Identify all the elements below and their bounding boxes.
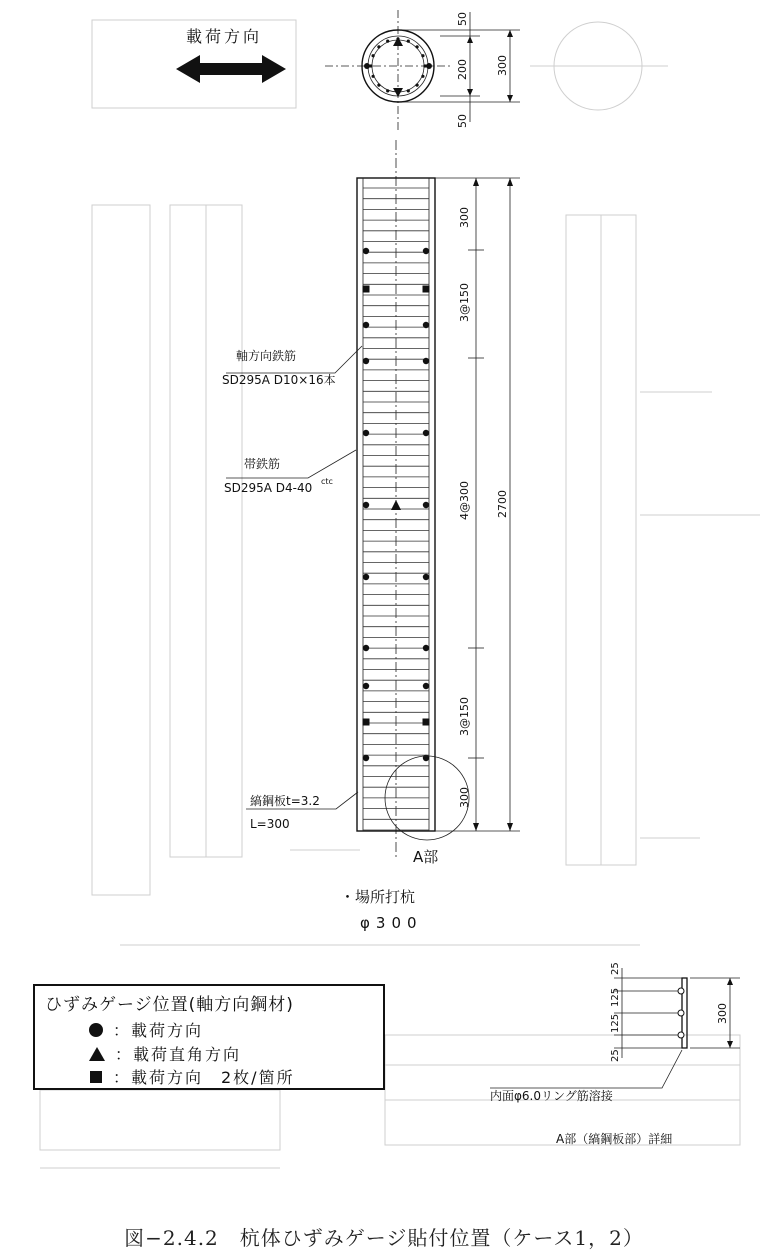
gauge-perpendicular-triangle bbox=[391, 500, 401, 510]
legend-item-label: ：載荷方向 bbox=[113, 1021, 204, 1040]
gauge-loading-circle bbox=[363, 755, 369, 761]
gauge-double-square bbox=[423, 286, 430, 293]
plan-dim-mid: 200 bbox=[456, 59, 469, 80]
gauge-loading-circle bbox=[363, 574, 369, 580]
gauge-loading-circle bbox=[423, 430, 429, 436]
plan-rebar-dot bbox=[416, 84, 419, 87]
gauge-loading-circle bbox=[363, 502, 369, 508]
steel-plate-thickness: 縞鋼板t=3.2 bbox=[250, 794, 320, 808]
plan-rebar-dot bbox=[421, 75, 424, 78]
gauge-loading-circle bbox=[363, 683, 369, 689]
plan-rebar-dot bbox=[386, 40, 389, 43]
plan-rebar-dot bbox=[377, 45, 380, 48]
gauge-legend bbox=[33, 984, 385, 1090]
gauge-loading-circle bbox=[423, 322, 429, 328]
loading-direction-label: 載荷方向 bbox=[186, 27, 263, 46]
legend-item-perpendicular-direction bbox=[89, 1042, 241, 1065]
axial-rebar-label: 軸方向鉄筋 bbox=[236, 349, 297, 363]
hoop-label: 帯鉄筋 bbox=[244, 457, 281, 471]
detail-dim-total: 300 bbox=[716, 1003, 729, 1024]
dim-total-height: 2700 bbox=[496, 490, 509, 518]
plan-view-section bbox=[325, 10, 520, 130]
plan-rebar-dot bbox=[407, 40, 410, 43]
legend-title: ひずみゲージ位置(軸方向鋼材) bbox=[45, 995, 294, 1015]
gauge-loading-circle bbox=[363, 645, 369, 651]
dim-seg3: 4@300 bbox=[458, 481, 471, 520]
square-icon bbox=[90, 1071, 102, 1083]
axial-rebar-spec: SD295A D10×16本 bbox=[222, 373, 336, 387]
plan-rebar-dot bbox=[386, 89, 389, 92]
gauge-loading-circle bbox=[423, 645, 429, 651]
triangle-icon bbox=[89, 1047, 105, 1061]
gauge-loading-circle bbox=[363, 248, 369, 254]
plan-rebar-dot bbox=[377, 84, 380, 87]
detail-weld-note: 内面φ6.0リング筋溶接 bbox=[490, 1089, 613, 1103]
hoop-spec: SD295A D4-40 bbox=[224, 481, 313, 495]
gauge-loading-circle bbox=[363, 358, 369, 364]
legend-item-label: ：載荷方向 2枚/箇所 bbox=[113, 1068, 295, 1087]
gauge-loading-circle bbox=[423, 502, 429, 508]
detail-dim-25b: 25 bbox=[610, 1049, 621, 1062]
plan-dim-top: 50 bbox=[456, 12, 469, 26]
gauge-loading-circle bbox=[423, 358, 429, 364]
loading-direction-arrow bbox=[176, 55, 286, 83]
plan-rebar-dot bbox=[407, 89, 410, 92]
gauge-loading-circle bbox=[423, 683, 429, 689]
legend-item-label: ：載荷直角方向 bbox=[115, 1045, 242, 1064]
gauge-loading-circle bbox=[363, 430, 369, 436]
detail-caption: A部（縞鋼板部）詳細 bbox=[556, 1132, 673, 1146]
circle-icon bbox=[89, 1023, 103, 1037]
legend-item-loading-direction bbox=[89, 1018, 203, 1041]
gauge-double-square bbox=[423, 719, 430, 726]
gauge-loading-circle bbox=[423, 574, 429, 580]
detail-dim-125a: 125 bbox=[610, 987, 621, 1007]
detail-dim-125b: 125 bbox=[610, 1013, 621, 1033]
part-a-label: A部 bbox=[413, 848, 439, 866]
plan-dim-total: 300 bbox=[496, 55, 509, 76]
dim-seg1: 300 bbox=[458, 207, 471, 228]
pile-type-label: ・場所打杭 bbox=[340, 888, 416, 906]
plan-dim-bot: 50 bbox=[456, 114, 469, 128]
gauge-loading-circle bbox=[363, 322, 369, 328]
figure-caption: 図−2.4.2 杭体ひずみゲージ貼付位置（ケース1，2） bbox=[124, 1226, 644, 1250]
legend-item-double-gauge bbox=[89, 1065, 295, 1088]
dim-seg5: 300 bbox=[458, 787, 471, 808]
gauge-loading-circle bbox=[423, 248, 429, 254]
gauge-double-square bbox=[363, 719, 370, 726]
hoop-ctc: ctc bbox=[321, 477, 333, 486]
plan-rebar-dot bbox=[421, 54, 424, 57]
steel-plate-length: L=300 bbox=[250, 817, 290, 831]
plan-rebar-dot bbox=[416, 45, 419, 48]
pile-diameter-label: φ300 bbox=[360, 914, 423, 932]
dim-seg2: 3@150 bbox=[458, 283, 471, 322]
plan-rebar-dot bbox=[372, 54, 375, 57]
pile-elevation bbox=[357, 178, 469, 840]
plan-rebar-dot bbox=[372, 75, 375, 78]
gauge-double-square bbox=[363, 286, 370, 293]
dim-seg4: 3@150 bbox=[458, 697, 471, 736]
detail-dim-25a: 25 bbox=[610, 962, 621, 975]
